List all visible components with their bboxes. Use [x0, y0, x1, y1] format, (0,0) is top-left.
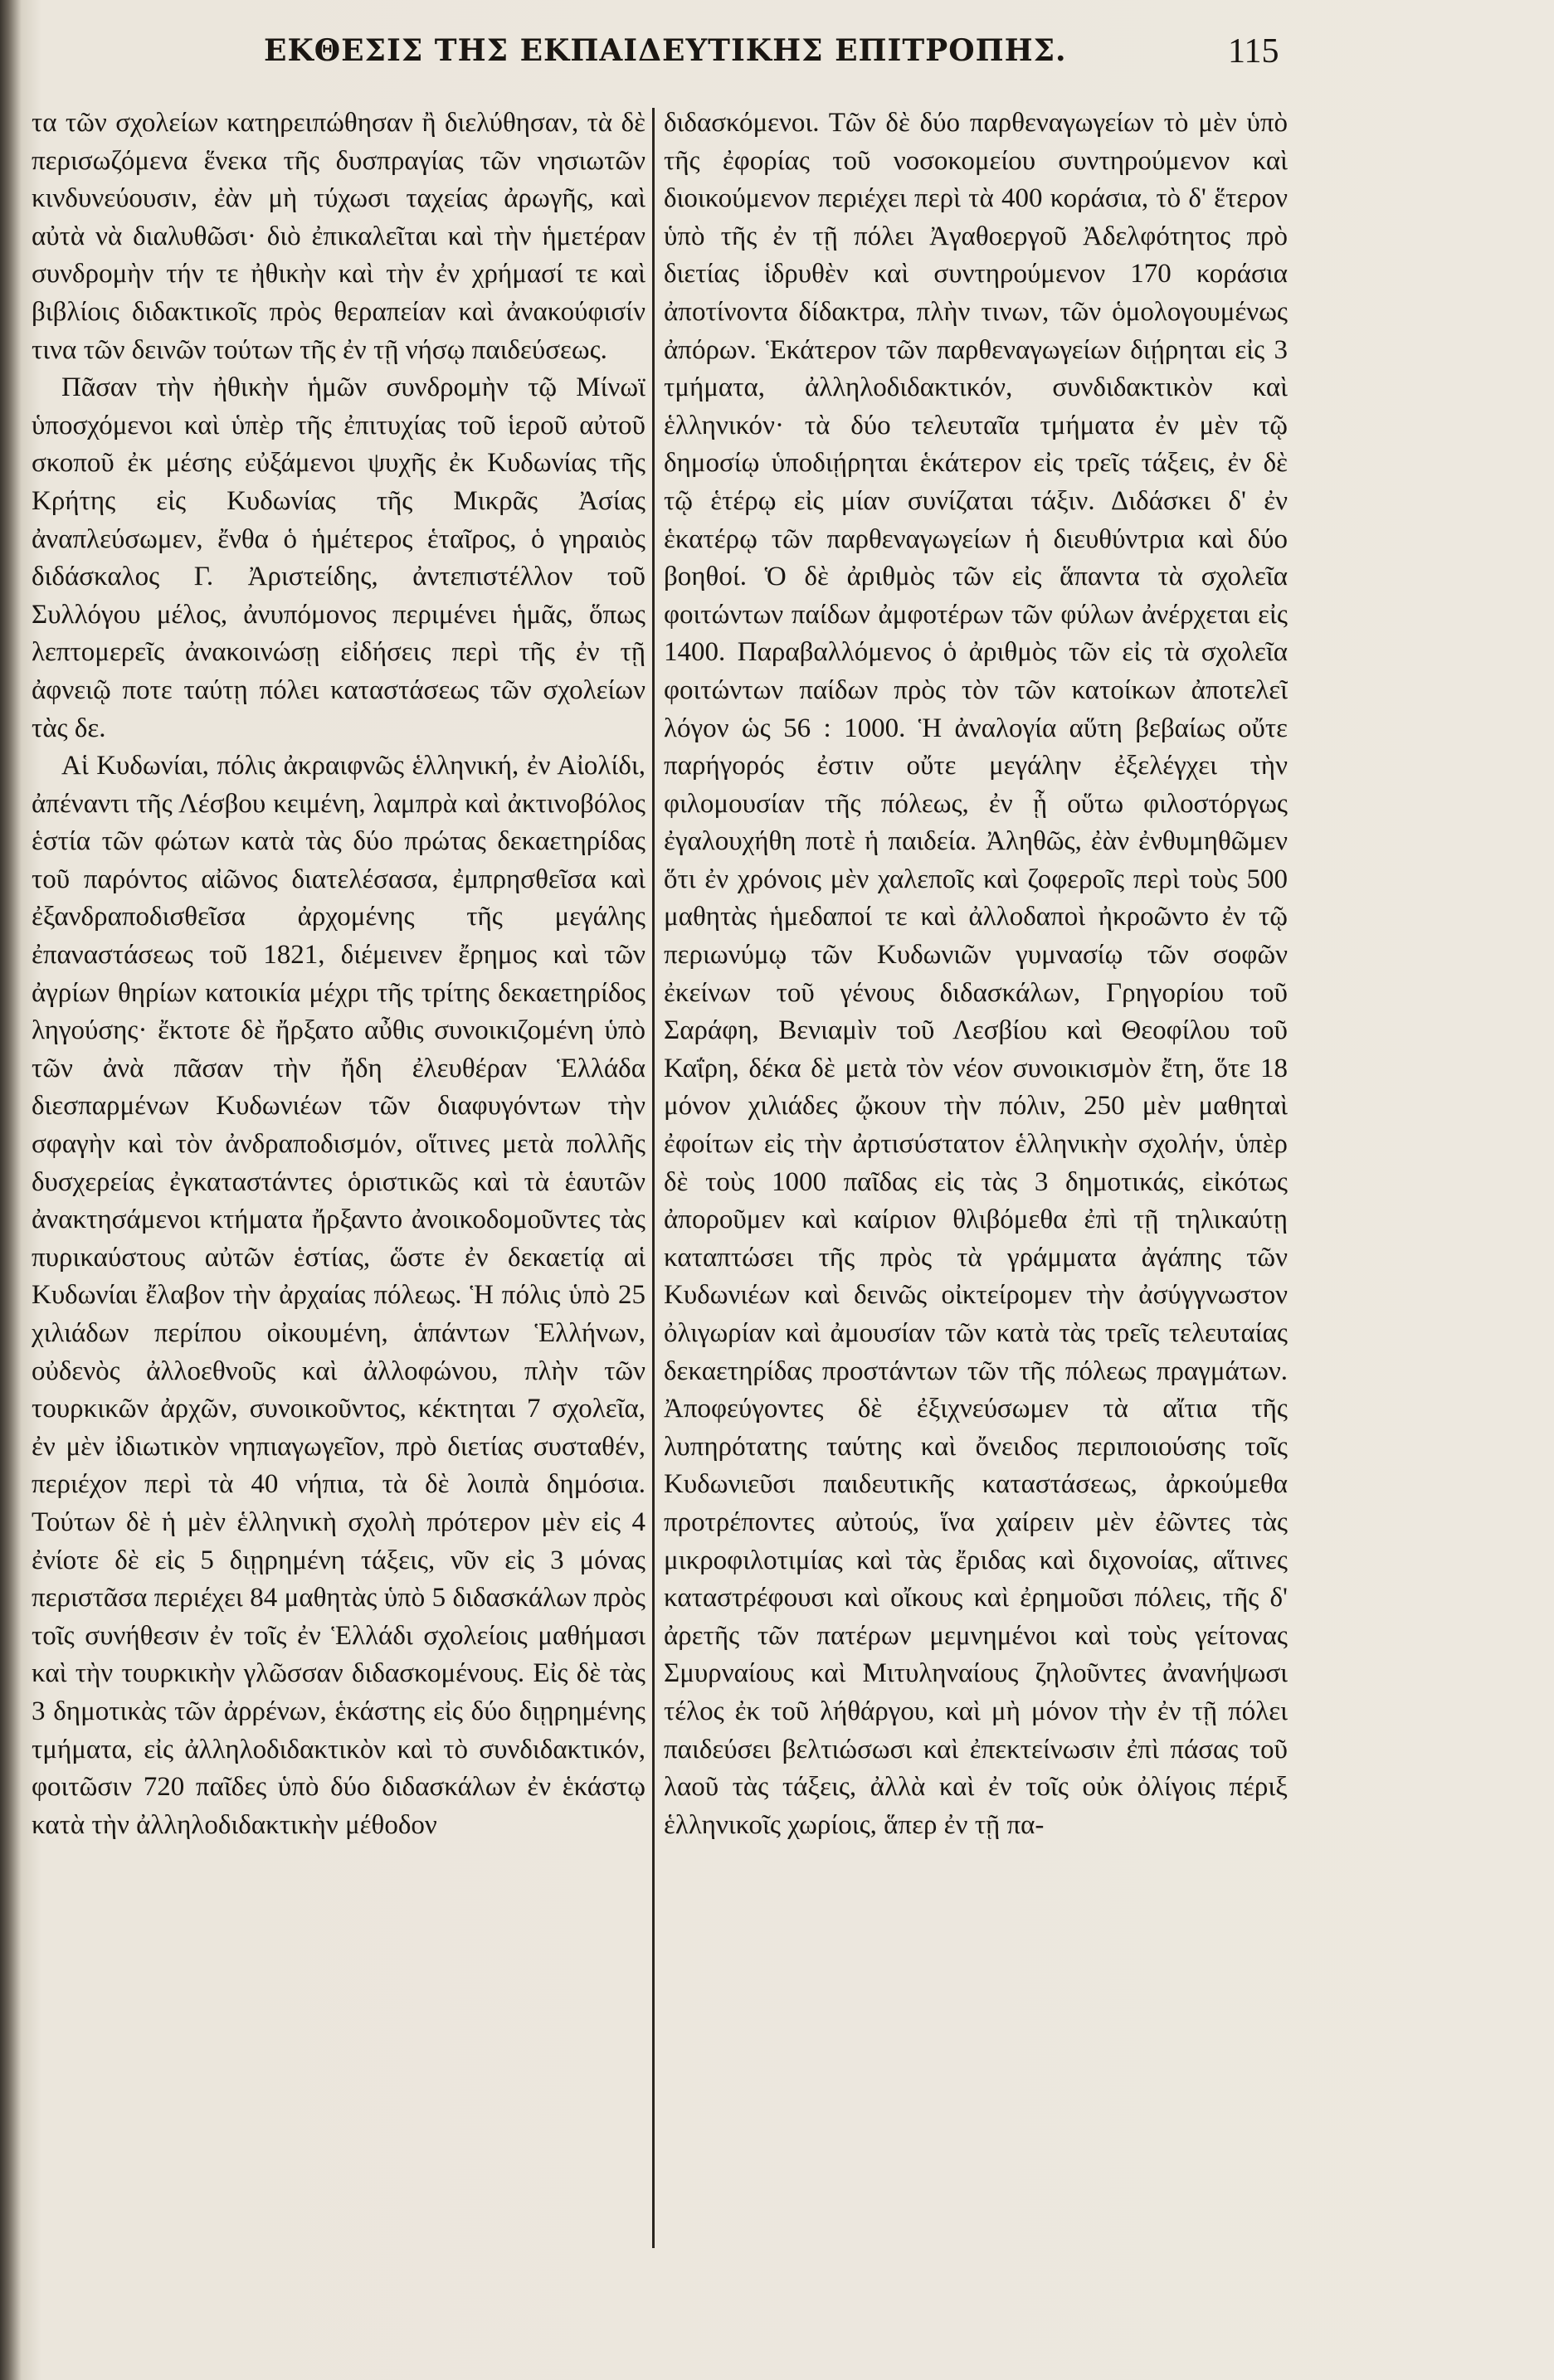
column-rule — [652, 108, 655, 2248]
left-paragraph-1: τα τῶν σχολείων κατηρειπώθησαν ἢ διελύθησαν, τὰ δὲ περισωζόμενα ἕνεκα τῆς δυσπραγίας τῶν νησιωτῶν κινδυνεύουσιν, ἐὰν μὴ τύχωσι ταχείας ἀρωγῆς, καὶ αὐτὰ νὰ διαλυθῶσι· διὸ ἐπικαλεῖται καὶ τὴν ἡμετέραν συνδρομὴν τήν τε ἠθικὴν καὶ τὴν ἐν χρήμασί τε καὶ βιβλίοις διδακτικοῖς πρὸς θεραπείαν καὶ ἀνακούφισίν τινα τῶν δεινῶν τούτων τῆς ἐν τῇ νήσῳ παιδεύσεως. — [32, 108, 645, 365]
left-column — [32, 105, 645, 2344]
left-paragraph-2: Πᾶσαν τὴν ἠθικὴν ἡμῶν συνδρομὴν τῷ Μίνωϊ ὑποσχόμενοι καὶ ὑπὲρ τῆς ἐπιτυχίας τοῦ ἱεροῦ αὐτοῦ σκοποῦ ἐκ μέσης εὐξάμενοι ψυχῆς ἐκ Κυδωνίας τῆς Κρήτης εἰς Κυδωνίας τῆς Μικρᾶς Ἀσίας ἀναπλεύσωμεν, ἔνθα ὁ ἡμέτερος ἑταῖρος, ὁ γηραιὸς διδάσκαλος Γ. Ἀριστείδης, ἀντεπιστέλλον τοῦ Συλλόγου μέλος, ἀνυπόμονος περιμένει ἡμᾶς, ὅπως λεπτομερεῖς ἀνακοινώσῃ εἰδήσεις περὶ τῆς ἐν τῇ ἀφνειῷ ποτε ταύτῃ πόλει καταστάσεως τῶν σχολείων τὰς δε. — [32, 372, 645, 743]
page-number: 115 — [1228, 32, 1279, 71]
right-paragraph-1: διδασκόμενοι. Τῶν δὲ δύο παρθεναγωγείων τὸ μὲν ὑπὸ τῆς ἐφορίας τοῦ νοσοκομείου συντηρούμενον καὶ διοικούμενον περιέχει περὶ τὰ 400 κοράσια, τὸ δ' ἕτερον ὑπὸ τῆς ἐν τῇ πόλει Ἀγαθοεργοῦ Ἀδελφότητος πρὸ διετίας ἱδρυθὲν καὶ συντηρούμενον 170 κοράσια ἀποτίνοντα δίδακτρα, πλὴν τινων, τῶν ὁμολογουμένως ἀπόρων. Ἑκάτερον τῶν παρθεναγωγείων διῄρηται εἰς 3 τμήματα, ἀλληλοδιδακτικόν, συνδιδακτικὸν καὶ ἑλληνικόν· τὰ δύο τελευταῖα τμήματα ἐν μὲν τῷ δημοσίῳ ὑποδιῄρηται ἑκάτερον εἰς τρεῖς τάξεις, ἐν δὲ τῷ ἑτέρῳ εἰς μίαν συνίζαται τάξιν. Διδάσκει δ' ἐν ἑκατέρῳ τῶν παρθεναγωγείων ἡ διευθύντρια καὶ δύο βοηθοί. Ὁ δὲ ἀριθμὸς τῶν εἰς ἅπαντα τὰ σχολεῖα φοιτώντων παίδων ἀμφοτέρων τῶν φύλων ἀνέρχεται εἰς 1400. Παραβαλλόμενος ὁ ἀριθμὸς τῶν εἰς τὰ σχολεῖα φοιτώντων παίδων πρὸς τὸν τῶν κατοίκων ἀποτελεῖ λόγον ὡς 56 : 1000. Ἡ ἀναλογία αὕτη βεβαίως οὔτε παρήγορός ἐστιν οὔτε μεγάλην ἐξελέγχει τὴν φιλομουσίαν τῆς πόλεως, ἐν ᾗ οὕτω φιλοστόργως ἐγαλουχήθη ποτὲ ἡ παιδεία. Ἀληθῶς, ἐὰν ἐνθυμηθῶμεν ὅτι ἐν χρόνοις μὲν χαλεποῖς καὶ ζοφεροῖς περὶ τοὺς 500 μαθητὰς ἡμεδαποί τε καὶ ἀλλοδαποὶ ἠκροῶντο ἐν τῷ περιωνύμῳ τῶν Κυδωνιῶν γυμνασίῳ τῶν σοφῶν ἐκείνων τοῦ γένους διδασκάλων, Γρηγορίου τοῦ Σαράφη, Βενιαμὶν τοῦ Λεσβίου καὶ Θεοφίλου τοῦ Καΐρη, δέκα δὲ μετὰ τὸν νέον συνοικισμὸν ἔτη, ὅτε 18 μόνον χιλιάδες ᾤκουν τὴν πόλιν, 250 μὲν μαθηταὶ ἐφοίτων εἰς τὴν ἀρτισύστατον ἑλληνικὴν σχολήν, ὑπὲρ δὲ τοὺς 1000 παῖδας εἰς τὰς 3 δημοτικάς, εἰκότως ἀποροῦμεν καὶ καίριον θλιβόμεθα ἐπὶ τῇ τηλικαύτῃ καταπτώσει τῆς πρὸς τὰ γράμματα ἀγάπης τῶν Κυδωνιέων καὶ δεινῶς οἰκτείρομεν τὴν ἀσύγγνωστον ὀλιγωρίαν καὶ ἀμουσίαν τῶν κατὰ τὰς τρεῖς τελευταίας δεκαετηρίδας προστάντων τῶν τῆς πόλεως πραγμάτων. Ἀποφεύγοντες δὲ ἐξιχνεύσωμεν τὰ αἴτια τῆς λυπηρότατης ταύτης καὶ ὄνειδος περιποιούσης τοῖς Κυδωνιεῦσι παιδευτικῆς καταστάσεως, ἀρκούμεθα προτρέποντες αὐτούς, ἵνα χαίρειν μὲν ἐῶντες τὰς μικροφιλοτιμίας καὶ τὰς ἔριδας καὶ διχονοίας, αἵτινες καταστρέφουσι καὶ οἴκους καὶ ἐρημοῦσι πόλεις, τῆς δ' ἀρετῆς τῶν πατέρων μεμνημένοι καὶ τοὺς γείτονας Σμυρναίους καὶ Μιτυληναίους ζηλοῦντες ἀνανήψωσι τέλος ἐκ τοῦ λήθάργου, καὶ μὴ μόνον τὴν ἐν τῇ πόλει παιδεύσει βελτιώσωσι καὶ ἐπεκτείνωσιν ἐπὶ πάσας τοῦ λαοῦ τὰς τάξεις, ἀλλὰ καὶ ἐν τοῖς οὐκ ὀλίγοις πέριξ ἑλληνικοῖς χωρίοις, ἅπερ ἐν τῇ πα- — [664, 108, 1288, 1840]
running-head — [0, 22, 1554, 80]
left-paragraph-3: Αἱ Κυδωνίαι, πόλις ἀκραιφνῶς ἑλληνική, ἐν Αἰολίδι, ἀπέναντι τῆς Λέσβου κειμένη, λαμπρὰ καὶ ἀκτινοβόλος ἑστία τῶν φώτων κατὰ τὰς δύο πρώτας δεκαετηρίδας τοῦ παρόντος αἰῶνος διατελέσασα, ἐμπρησθεῖσα καὶ ἐξανδραποδισθεῖσα ἀρχομένης τῆς μεγάλης ἐπαναστάσεως τοῦ 1821, διέμεινεν ἔρημος καὶ τῶν ἀγρίων θηρίων κατοικία μέχρι τῆς τρίτης δεκαετηρίδος ληγούσης· ἔκτοτε δὲ ἤρξατο αὖθις συνοικιζομένη ὑπὸ τῶν ἀνὰ πᾶσαν τὴν ἤδη ἐλευθέραν Ἑλλάδα διεσπαρμένων Κυδωνιέων τῶν διαφυγόντων τὴν σφαγὴν καὶ τὸν ἀνδραποδισμόν, οἵτινες μετὰ πολλῆς δυσχερείας ἐγκαταστάντες ὁριστικῶς καὶ τὰ ἑαυτῶν ἀνακτησάμενοι κτήματα ἤρξαντο ἀνοικοδομοῦντες τὰς πυρικαύστους αὐτῶν ἑστίας, ὥστε ἐν δεκαετίᾳ αἱ Κυδωνίαι ἔλαβον τὴν ἀρχαίας πόλεως. Ἡ πόλις ὑπὸ 25 χιλιάδων περίπου οἰκουμένη, ἁπάντων Ἑλλήνων, οὐδενὸς ἀλλοεθνοῦς καὶ ἀλλοφώνου, πλὴν τῶν τουρκικῶν ἀρχῶν, συνοικοῦντος, κέκτηται 7 σχολεῖα, ἐν μὲν ἰδιωτικὸν νηπιαγωγεῖον, πρὸ διετίας συσταθέν, περιέχον περὶ τὰ 40 νήπια, τὰ δὲ λοιπὰ δημόσια. Τούτων δὲ ἡ μὲν ἑλληνικὴ σχολὴ πρότερον μὲν εἰς 4 ἐνίοτε δὲ εἰς 5 διῃρημένη τάξεις, νῦν εἰς 3 μόνας περιστᾶσα περιέχει 84 μαθητὰς ὑπὸ 5 διδασκάλων πρὸς τοῖς συνήθεσιν ἐν τοῖς ἐν Ἑλλάδι σχολείοις μαθήμασι καὶ τὴν τουρκικὴν γλῶσσαν διδασκομένους. Εἰς δὲ τὰς 3 δημοτικὰς τῶν ἀρρένων, ἑκάστης εἰς δύο διῃρημένης τμήματα, εἰς ἀλληλοδιδακτικὸν καὶ τὸ συνδιδακτικόν, φοιτῶσιν 720 παῖδες ὑπὸ δύο διδασκάλων ἐν ἑκάστῳ κατὰ τὴν ἀλληλοδιδακτικὴν μέθοδον — [32, 751, 645, 1840]
right-column — [664, 105, 1288, 2344]
running-title: ΕΚΘΕΣΙΣ ΤΗΣ ΕΚΠΑΙΔΕΥΤΙΚΗΣ ΕΠΙΤΡΟΠΗΣ. — [264, 33, 1067, 68]
